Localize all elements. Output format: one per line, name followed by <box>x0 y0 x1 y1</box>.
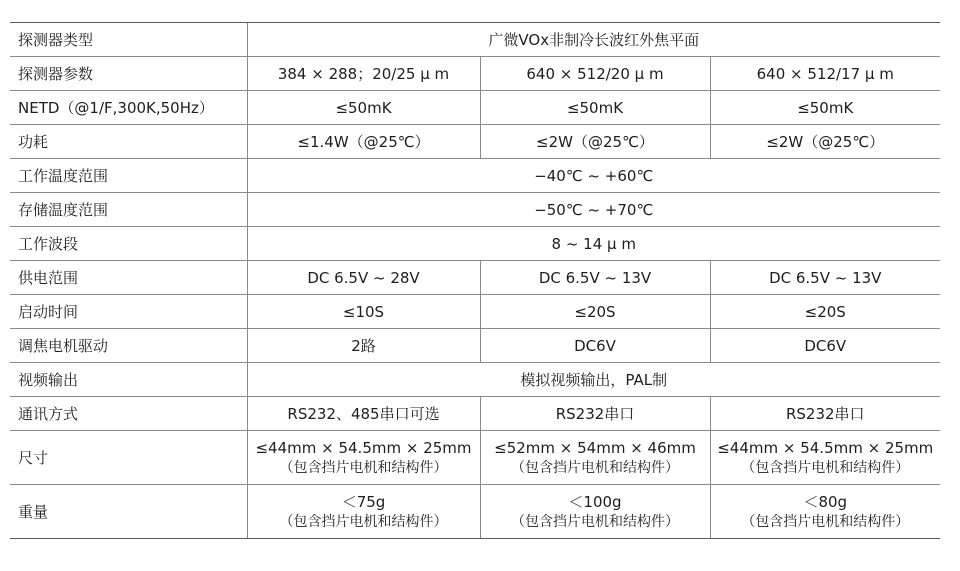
row-label: 探测器类型 <box>10 23 247 57</box>
row-value: 8 ~ 14 μ m <box>247 227 940 261</box>
row-label: 功耗 <box>10 125 247 159</box>
spec-row-weight <box>10 485 940 539</box>
spec-row-detector-type <box>10 23 940 57</box>
cell-value: ≤1.4W（@25℃） <box>247 125 480 159</box>
spec-row-detector-params <box>10 57 940 91</box>
row-label: 启动时间 <box>10 295 247 329</box>
cell-value: ≤2W（@25℃） <box>710 125 940 159</box>
size-note: （包含挡片电机和结构件） <box>741 459 910 476</box>
size-value: ≤44mm × 54.5mm × 25mm <box>255 438 472 457</box>
spec-row-communication <box>10 397 940 431</box>
row-value: 广微VOx非制冷长波红外焦平面 <box>247 23 940 57</box>
row-label: 供电范围 <box>10 261 247 295</box>
size-note: （包含挡片电机和结构件） <box>511 459 679 476</box>
row-label: 通讯方式 <box>10 397 247 431</box>
row-label: 存储温度范围 <box>10 193 247 227</box>
row-value: −50℃ ~ +70℃ <box>247 193 940 227</box>
weight-value: ＜100g <box>568 492 622 511</box>
spec-row-startup <box>10 295 940 329</box>
cell-value: DC 6.5V ~ 13V <box>480 261 710 295</box>
spec-row-netd <box>10 91 940 125</box>
spec-row-storage-temp <box>10 193 940 227</box>
spec-row-size <box>10 431 940 485</box>
cell-value <box>247 485 480 539</box>
cell-value: DC 6.5V ~ 28V <box>247 261 480 295</box>
spec-row-waveband <box>10 227 940 261</box>
cell-value <box>480 485 710 539</box>
cell-value: DC6V <box>480 329 710 363</box>
cell-value: 640 × 512/20 μ m <box>480 57 710 91</box>
cell-value <box>480 431 710 485</box>
weight-value: ＜80g <box>803 492 848 511</box>
cell-value: DC6V <box>710 329 940 363</box>
spec-table <box>10 22 940 539</box>
cell-value: ≤2W（@25℃） <box>480 125 710 159</box>
cell-value: RS232串口 <box>480 397 710 431</box>
spec-row-video-output <box>10 363 940 397</box>
cell-value: DC 6.5V ~ 13V <box>710 261 940 295</box>
cell-value: ≤50mK <box>710 91 940 125</box>
cell-value: ≤50mK <box>247 91 480 125</box>
row-label: 视频输出 <box>10 363 247 397</box>
row-label: 工作温度范围 <box>10 159 247 193</box>
cell-value: RS232、485串口可选 <box>247 397 480 431</box>
spec-row-supply <box>10 261 940 295</box>
row-label: 探测器参数 <box>10 57 247 91</box>
row-label: 工作波段 <box>10 227 247 261</box>
row-label: 调焦电机驱动 <box>10 329 247 363</box>
weight-note: （包含挡片电机和结构件） <box>741 513 910 530</box>
cell-value <box>247 431 480 485</box>
weight-note: （包含挡片电机和结构件） <box>279 513 448 530</box>
cell-value <box>710 431 940 485</box>
row-label: NETD（@1/F,300K,50Hz） <box>10 91 247 125</box>
cell-value: RS232串口 <box>710 397 940 431</box>
size-value: ≤44mm × 54.5mm × 25mm <box>717 438 934 457</box>
size-value: ≤52mm × 54mm × 46mm <box>494 438 696 457</box>
cell-value: 640 × 512/17 μ m <box>710 57 940 91</box>
row-label: 重量 <box>10 485 247 539</box>
cell-value: ≤20S <box>480 295 710 329</box>
cell-value: ≤50mK <box>480 91 710 125</box>
cell-value <box>710 485 940 539</box>
weight-note: （包含挡片电机和结构件） <box>511 513 679 530</box>
row-value: −40℃ ~ +60℃ <box>247 159 940 193</box>
cell-value: ≤10S <box>247 295 480 329</box>
cell-value: ≤20S <box>710 295 940 329</box>
spec-sheet <box>10 22 940 539</box>
weight-value: ＜75g <box>341 492 386 511</box>
size-note: （包含挡片电机和结构件） <box>279 459 448 476</box>
row-label: 尺寸 <box>10 431 247 485</box>
row-value: 模拟视频输出，PAL制 <box>247 363 940 397</box>
spec-row-power <box>10 125 940 159</box>
cell-value: 2路 <box>247 329 480 363</box>
spec-row-focus-motor <box>10 329 940 363</box>
spec-row-operating-temp <box>10 159 940 193</box>
cell-value: 384 × 288；20/25 μ m <box>247 57 480 91</box>
